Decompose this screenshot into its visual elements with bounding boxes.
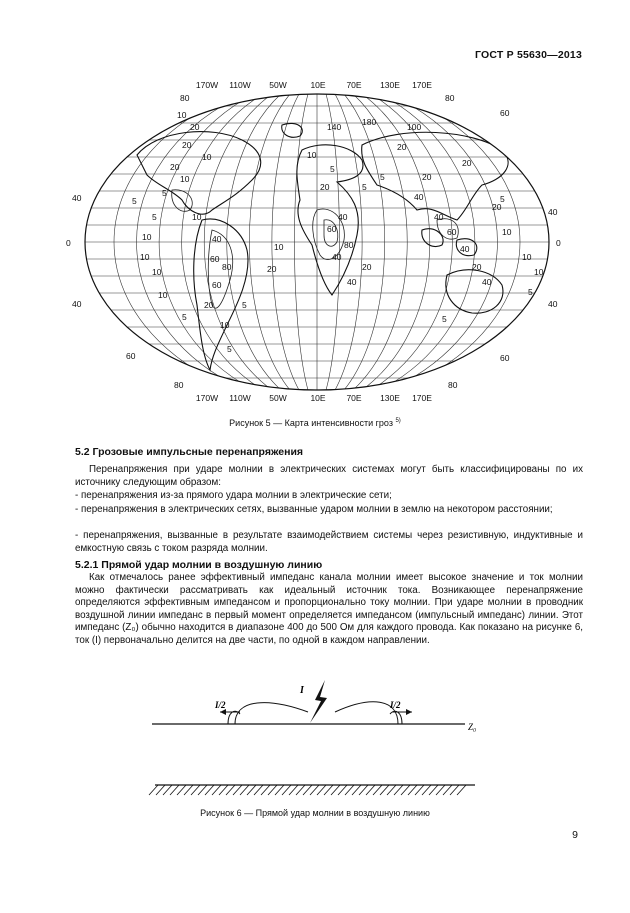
contour-value-label: 20: [397, 142, 407, 152]
page-number: 9: [572, 829, 578, 841]
ground-hatch: [184, 785, 193, 795]
contour-value-label: 20: [492, 202, 502, 212]
contour-value-label: 60: [447, 227, 457, 237]
footnote-ref[interactable]: 5): [395, 418, 401, 424]
longitude-label-top: 170W: [195, 80, 219, 90]
ground-hatch: [219, 785, 228, 795]
ground-hatch: [289, 785, 298, 795]
contour-value-label: 5: [362, 182, 367, 192]
contour-value-label: 80: [344, 240, 354, 250]
contour-value-label: 5: [330, 164, 335, 174]
contour-value-label: 10: [140, 252, 150, 262]
ground-hatch: [324, 785, 333, 795]
ground-hatch: [443, 785, 452, 795]
ground-hatch: [226, 785, 235, 795]
contour-value-label: 5: [182, 312, 187, 322]
longitude-label-bottom: 170E: [412, 393, 432, 403]
contour-value-label: 5: [242, 300, 247, 310]
section-heading-5-2-1: 5.2.1 Прямой удар молнии в воздушную линию: [75, 559, 323, 571]
ground-hatch: [149, 785, 158, 795]
ground-hatch: [352, 785, 361, 795]
contour-value-label: 10: [502, 227, 512, 237]
contour-value-label: 10: [152, 267, 162, 277]
list-item: - перенапряжения в электрических сетях, вызванные ударом молнии в землю на некотором расстоянии;: [75, 504, 553, 515]
contour-value-label: 10: [142, 232, 152, 242]
direct-strike-diagram: [140, 668, 490, 798]
contour-value-label: 20: [267, 264, 277, 274]
ground-hatch: [387, 785, 396, 795]
paragraph-direct-strike: Как отмечалось ранее эффективный импеданс канала молнии имеет высокое значение и ток молнии можно фактически рассматривать как идеальный источник тока. Возникающее перенапряжение определяются эффективным импедансом и пропорционально току молнии. При ударе молнии в проводник воздушной линии импеданс в первый момент определяется импедансом (импульсный импеданс) линии. Этот импеданс (Z₀) обычно находится в диапазоне 400 до 500 Ом для каждого провода. Как показано на рисунке 6, ток (I) первоначально делится на две части, по одной в каждом направлении.: [75, 572, 583, 646]
contour-value-label: 5: [442, 314, 447, 324]
ground-hatch: [198, 785, 207, 795]
contour-value-label: 5: [132, 196, 137, 206]
longitude-label-bottom: 130E: [380, 393, 400, 403]
latitude-label-left: 40: [72, 193, 82, 203]
list-item: - перенапряжения из-за прямого удара молнии в электрические сети;: [75, 490, 392, 501]
ground-hatch: [268, 785, 277, 795]
contour-value-label: 40: [414, 192, 424, 202]
latitude-label-left: 40: [72, 299, 82, 309]
section-heading-5-2: 5.2 Грозовые импульсные перенапряжения: [75, 446, 304, 458]
ground-hatch: [170, 785, 179, 795]
ground-hatch: [205, 785, 214, 795]
ground-hatch: [366, 785, 375, 795]
ground-hatch: [422, 785, 431, 795]
ground-hatch: [373, 785, 382, 795]
longitude-label-top: 130E: [380, 80, 400, 90]
contour-value-label: 20: [190, 122, 200, 132]
contour-value-label: 20: [422, 172, 432, 182]
contour-value-label: 40: [460, 244, 470, 254]
longitude-label-bottom: 10E: [310, 393, 326, 403]
impedance-label: Z₀: [468, 722, 477, 732]
ground-hatch: [450, 785, 459, 795]
longitude-label-top: 50W: [269, 80, 287, 90]
arrow-right-icon: [406, 709, 412, 715]
ground-hatch: [191, 785, 200, 795]
contour-value-label: 20: [170, 162, 180, 172]
contour-value-label: 20: [362, 262, 372, 272]
contour-value-label: 20: [182, 140, 192, 150]
latitude-label-right: 40: [548, 299, 558, 309]
ground-hatch: [338, 785, 347, 795]
contour-value-label: 60: [327, 224, 337, 234]
ground-hatch: [233, 785, 242, 795]
ground-hatch: [261, 785, 270, 795]
longitude-label-top: 70E: [346, 80, 362, 90]
contour-value-label: 10: [180, 174, 190, 184]
contour-value-label: 40: [434, 212, 444, 222]
ground-hatch: [317, 785, 326, 795]
ground-hatch: [247, 785, 256, 795]
list-item: - перенапряжения, вызванные в результате взаимодействием системы через резистивную, индуктивные и емкостную связь с током разряда молнии.: [75, 530, 583, 554]
ground-hatch: [303, 785, 312, 795]
contour-value-label: 40: [212, 234, 222, 244]
latitude-label-left: 0: [66, 238, 71, 248]
contour-value-label: 40: [338, 212, 348, 222]
contour-value-label: 10: [158, 290, 168, 300]
ground-hatch: [156, 785, 165, 795]
contour-value-label: 5: [152, 212, 157, 222]
contour-value-label: 100: [407, 122, 422, 132]
ground-hatch: [345, 785, 354, 795]
figure6-caption: Рисунок 6 — Прямой удар молнии в воздушную линию: [200, 808, 430, 818]
latitude-label-right: 80: [448, 380, 458, 390]
contour-value-label: 20: [320, 182, 330, 192]
latitude-label-right: 80: [445, 93, 455, 103]
contour-value-label: 20: [204, 300, 214, 310]
ground-hatch: [380, 785, 389, 795]
ground-hatch: [296, 785, 305, 795]
thunderstorm-world-map: [62, 70, 572, 408]
contour-value-label: 10: [202, 152, 212, 162]
ground-hatch: [275, 785, 284, 795]
ground-hatch: [415, 785, 424, 795]
ground-hatch: [331, 785, 340, 795]
contour-value-label: 5: [500, 194, 505, 204]
contour-value-label: 20: [462, 158, 472, 168]
contour-value-label: 140: [327, 122, 342, 132]
contour-value-label: 10: [307, 150, 317, 160]
ground-hatch: [177, 785, 186, 795]
contour-value-label: 10: [522, 252, 532, 262]
latitude-label-left: 60: [126, 351, 136, 361]
ground-hatch: [359, 785, 368, 795]
contour-value-label: 10: [274, 242, 284, 252]
longitude-label-top: 10E: [310, 80, 326, 90]
longitude-label-bottom: 50W: [269, 393, 287, 403]
ground-hatch: [282, 785, 291, 795]
standard-header: ГОСТ Р 55630—2013: [474, 49, 582, 61]
current-label: I: [300, 685, 304, 696]
ground-hatch: [212, 785, 221, 795]
ground-hatch: [457, 785, 466, 795]
contour-value-label: 10: [177, 110, 187, 120]
ground-hatch: [310, 785, 319, 795]
contour-value-label: 10: [192, 212, 202, 222]
longitude-label-bottom: 110W: [229, 393, 251, 403]
ground-hatch: [401, 785, 410, 795]
lightning-bolt-icon: [310, 680, 327, 723]
half-current-right-label: I/2: [390, 700, 401, 710]
contour-value-label: 5: [528, 287, 533, 297]
ground-hatch: [429, 785, 438, 795]
paragraph-intro: Перенапряжения при ударе молнии в электрических системах могут быть классифицированы по их источнику следующим образом:: [75, 464, 583, 488]
contour-value-label: 10: [220, 320, 230, 330]
contour-value-label: 40: [347, 277, 357, 287]
contour-value-label: 40: [482, 277, 492, 287]
contour-value-label: 80: [222, 262, 232, 272]
contour-value-label: 5: [380, 172, 385, 182]
contour-value-label: 40: [332, 252, 342, 262]
latitude-label-right: 0: [556, 238, 561, 248]
latitude-label-left: 80: [180, 93, 190, 103]
longitude-label-bottom: 70E: [346, 393, 362, 403]
contour-value-label: 60: [212, 280, 222, 290]
ground-hatch: [408, 785, 417, 795]
ground-hatch: [394, 785, 403, 795]
longitude-label-bottom: 170W: [195, 393, 219, 403]
contour-value-label: 5: [162, 188, 167, 198]
contour-value-label: 10: [534, 267, 544, 277]
ground-hatch: [163, 785, 172, 795]
latitude-label-right: 60: [500, 353, 510, 363]
ground-hatch: [240, 785, 249, 795]
contour-value-label: 20: [472, 262, 482, 272]
longitude-label-top: 110W: [229, 80, 251, 90]
contour-value-label: 60: [210, 254, 220, 264]
contour-value-label: 5: [227, 344, 232, 354]
ground-hatch: [436, 785, 445, 795]
longitude-label-top: 170E: [412, 80, 432, 90]
ground-hatch: [254, 785, 263, 795]
half-current-left-label: I/2: [215, 700, 226, 710]
latitude-label-right: 40: [548, 207, 558, 217]
latitude-label-right: 60: [500, 108, 510, 118]
latitude-label-left: 80: [174, 380, 184, 390]
contour-value-label: 180: [362, 117, 377, 127]
figure5-caption: Рисунок 5 — Карта интенсивности гроз $^{5)}$: [229, 418, 401, 428]
